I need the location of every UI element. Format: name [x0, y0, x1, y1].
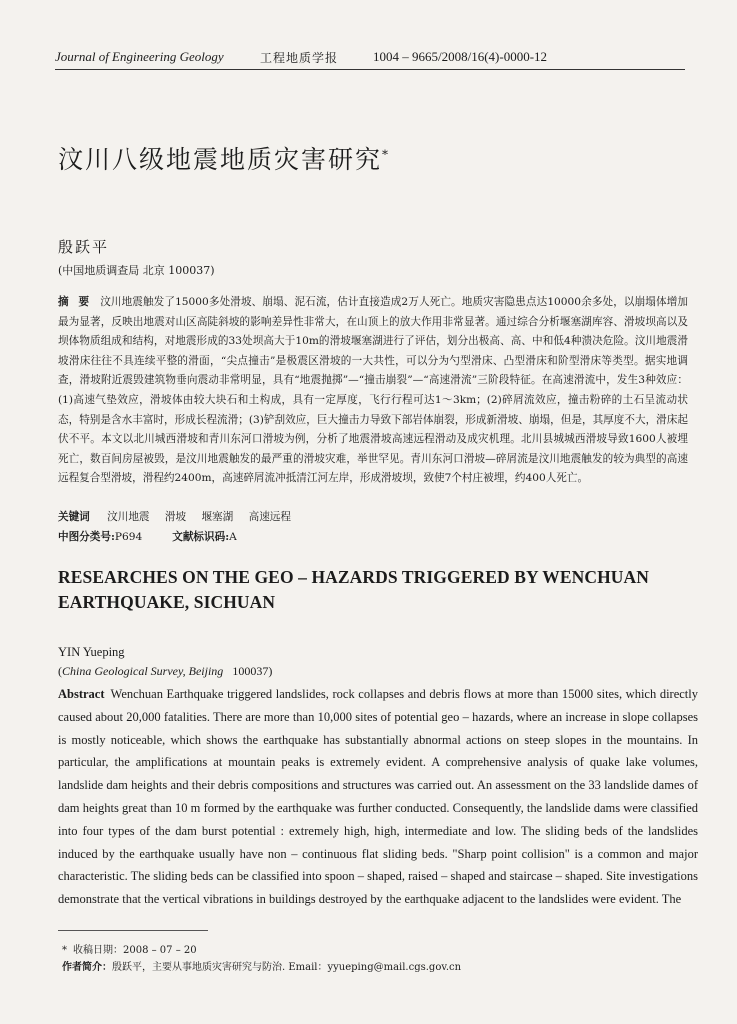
doc-code-label: 文献标识码: [172, 531, 230, 543]
journal-name-en: Journal of Engineering Geology [55, 49, 224, 64]
abstract-en-text: Wenchuan Earthquake triggered landslides, rock collapses and debris flows at more than 15000 sites, which directly caused about 20,000 fatalities. There are more than 10,000 sites of potential geo – hazards, where an increase in slope collapses is mostly noticeable, which shows the earthquake has substantially abnormal actions on steep slopes in the mountains. In particular, the amplifications at mountain peaks is extremely evident. A comprehensive analysis of quake lake volumes, landslide dam heights and their debris compositions and structures was carried out. An assessment on the 33 landslide dames of dam heights great than 10 m formed by the earthquake was further conducted. Consequently, the landslide dams were classified into four types of the dam burst potential : extremely high, high, intermediate and low. The sliding beds of the landslides induced by the earthquake usually have non – continuous flat sliding beds. "Sharp point collision" is a common and major characteristic. The sliding beds can be classified into spoon – shaped, raised – shaped and staircase – shaped. Site investigations demonstrate that the vertical vibrations in buildings destroyed by the earthquake adjacent to the landslides were evident. The [58, 687, 698, 907]
classification [58, 529, 237, 544]
abstract-cn-label: 摘 要 [58, 296, 93, 308]
affiliation-cn: (中国地质调查局 北京 100037) [58, 264, 215, 277]
received-date: 2008 – 07 – 20 [123, 945, 197, 956]
abstract-en-label: Abstract [58, 687, 105, 701]
keyword-item: 汶川地震 [107, 511, 150, 523]
affiliation-en [58, 664, 272, 679]
affiliation-en-postcode: 100037) [232, 664, 273, 678]
abstract-en [58, 683, 698, 911]
author-bio: 殷跃平，主要从事地质灾害研究与防治. Email：yyueping@mail.cgs.gov.cn [112, 962, 462, 973]
journal-name-cn: 工程地质学报 [260, 51, 339, 65]
running-header [55, 46, 685, 66]
title-footnote-mark: * [382, 147, 389, 162]
article-code: 1004 – 9665/2008/16(4)-0000-12 [373, 49, 548, 64]
keyword-item: 高速远程 [248, 511, 291, 523]
affiliation-en-org: China Geological Survey, Beijing [62, 664, 224, 678]
footnote-author [62, 958, 461, 973]
keyword-item: 堰塞湖 [201, 511, 234, 523]
title-cn [58, 140, 388, 176]
received-label: 收稿日期： [73, 945, 123, 956]
class-number-label: 中图分类号: [58, 531, 115, 543]
abstract-cn-text: 汶川地震触发了15000多处滑坡、崩塌、泥石流，估计直接造成2万人死亡。地质灾害隐患点达10000余多处，以崩塌体增加最为显著，反映出地震对山区高陡斜坡的影响差异性非常大，在山顶上的放大作用非常显著。通过综合分析堰塞湖库容、滑坡坝高以及坝体物质组成和结构，对地震形成的33处坝高大于10m的滑坡堰塞湖进行了评估，划分出极高、高、中和低4种溃决危险。汶川地震滑坡滑床往往不具连续平整的滑面，“尖点撞击”是极震区滑坡的一大共性，可以分为勺型滑床、凸型滑床和阶型滑床等类型。据实地调查，滑坡附近震毁建筑物垂向震动非常明显，具有“地震抛掷”—“撞击崩裂”—“高速滑流”三阶段特征。在高速滑流中，发生3种效应：(1)高速气垫效应，滑坡体由较大块石和土构成，具有一定厚度，飞行行程可达1～3km；(2)碎屑流效应，撞击粉碎的土石呈流动状态，特别是含水丰富时，形成长程流滑；(3)铲刮效应，巨大撞击力导致下部岩体崩裂，形成新滑坡、崩塌，但是，其厚度不大，滑床起伏不平。本文以北川城西滑坡和青川东河口滑坡为例，分析了地震滑坡高速远程滑动及成灾机理。北川县城城西滑坡导致1600人被埋死亡，数百间房屋被毁，是汶川地震触发的最严重的滑坡灾难，举世罕见。青川东河口滑坡—碎屑流是汶川地震触发的较为典型的高速远程复合型滑坡，滑程约2400m，高速碎屑流冲抵清江河左岸，形成滑坡坝，致使7个村庄被埋，约400人死亡。 [58, 296, 688, 485]
footnote-received [62, 941, 197, 956]
author-bio-label: 作者简介： [62, 962, 112, 973]
footnote-rule [58, 930, 208, 931]
author-en: YIN Yueping [58, 645, 125, 659]
keywords-label: 关键词 [58, 511, 90, 523]
footnote-mark: * [62, 945, 67, 956]
header-rule [55, 69, 685, 70]
class-number-value: P694 [114, 531, 143, 543]
affiliation-en-open: ( [58, 664, 62, 678]
keyword-item: 滑坡 [164, 511, 187, 523]
title-cn-text: 汶川八级地震地质灾害研究 [58, 145, 383, 174]
abstract-cn [58, 293, 688, 489]
keywords-cn [58, 509, 303, 524]
author-cn: 殷跃平 [58, 238, 110, 256]
title-en: RESEARCHES ON THE GEO – HAZARDS TRIGGERED BY WENCHUAN EARTHQUAKE, SICHUAN [58, 567, 650, 612]
doc-code-value: A [229, 531, 237, 543]
